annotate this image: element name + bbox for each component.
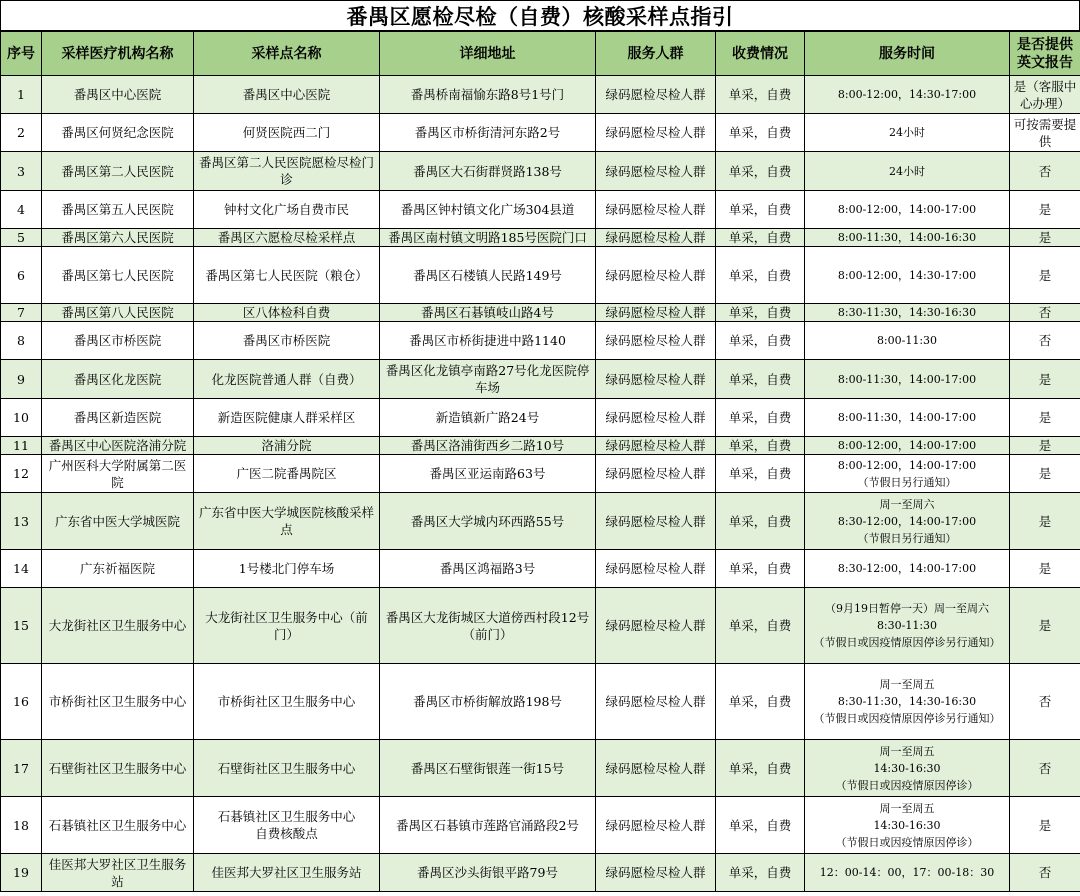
col-fee: 单采，自费 [716,455,805,493]
col-no: 14 [1,550,42,588]
col-crowd: 绿码愿检尽检人群 [596,399,716,437]
col-no: 13 [1,493,42,550]
col-address: 番禺区沙头街银平路79号 [380,854,596,892]
col-crowd: 绿码愿检尽检人群 [596,437,716,455]
col-site: 新造医院健康人群采样区 [194,399,380,437]
col-fee: 单采，自费 [716,304,805,322]
col-time: 8:00-12:00，14:00-17:00 [805,191,1010,229]
col-address: 番禺区洛浦街西乡二路10号 [380,437,596,455]
col-no: 8 [1,322,42,360]
col-english: 是 [1010,550,1080,588]
col-org: 番禺区新造医院 [42,399,194,437]
header-fee: 收费情况 [716,32,805,76]
table-row [1,664,1080,740]
col-fee: 单采，自费 [716,76,805,114]
col-address: 番禺区化龙镇亭南路27号化龙医院停车场 [380,360,596,399]
col-fee: 单采，自费 [716,493,805,550]
col-address: 番禺区大学城内环西路55号 [380,493,596,550]
col-no: 10 [1,399,42,437]
col-no: 11 [1,437,42,455]
col-time: 周一至周五 8:30-11:30，14:30-16:30 （节假日或因疫情原因停诊另行通知） [805,664,1010,740]
col-site: 番禺区第二人民医院愿检尽检门诊 [194,152,380,191]
col-english: 是 [1010,191,1080,229]
col-time: 周一至周六 8:30-12:00，14:00-17:00 （节假日另行通知） [805,493,1010,550]
table-row [1,152,1080,191]
col-crowd: 绿码愿检尽检人群 [596,493,716,550]
col-crowd: 绿码愿检尽检人群 [596,455,716,493]
col-fee: 单采，自费 [716,191,805,229]
col-org: 市桥街社区卫生服务中心 [42,664,194,740]
col-time: 8:00-11:30 [805,322,1010,360]
col-fee: 单采，自费 [716,797,805,854]
col-crowd: 绿码愿检尽检人群 [596,854,716,892]
col-fee: 单采，自费 [716,550,805,588]
col-org: 番禺区第六人民医院 [42,229,194,247]
table-row [1,114,1080,152]
col-fee: 单采，自费 [716,588,805,664]
col-address: 番禺区钟村镇文化广场304县道 [380,191,596,229]
col-english: 是 [1010,588,1080,664]
col-org: 番禺区中心医院 [42,76,194,114]
col-no: 6 [1,247,42,304]
col-crowd: 绿码愿检尽检人群 [596,797,716,854]
col-site: 广东省中医大学城医院核酸采样点 [194,493,380,550]
table-row [1,304,1080,322]
col-address: 番禺区石碁镇岐山路4号 [380,304,596,322]
col-no: 7 [1,304,42,322]
col-time: 8:00-12:00，14:30-17:00 [805,76,1010,114]
table-row [1,360,1080,399]
col-org: 番禺区第五人民医院 [42,191,194,229]
col-time: 8:30-11:30，14:30-16:30 [805,304,1010,322]
col-address: 番禺区石楼镇人民路149号 [380,247,596,304]
col-time: （9月19日暂停一天）周一至周六 8:30-11:30 （节假日或因疫情原因停诊另行通知） [805,588,1010,664]
col-crowd: 绿码愿检尽检人群 [596,588,716,664]
col-english: 否 [1010,664,1080,740]
col-english: 是 [1010,247,1080,304]
col-site: 化龙医院普通人群（自费） [194,360,380,399]
col-site: 石壁街社区卫生服务中心 [194,740,380,797]
col-time: 8:00-11:30，14:00-17:00 [805,360,1010,399]
col-english: 是 [1010,493,1080,550]
col-org: 番禺区市桥医院 [42,322,194,360]
sampling-sites-table [0,31,1080,892]
col-no: 19 [1,854,42,892]
table-row [1,399,1080,437]
col-english: 否 [1010,152,1080,191]
col-time: 8:00-12:00，14:30-17:00 [805,247,1010,304]
col-org: 番禺区第二人民医院 [42,152,194,191]
table-row [1,493,1080,550]
header-crowd: 服务人群 [596,32,716,76]
col-site: 广医二院番禺院区 [194,455,380,493]
col-fee: 单采，自费 [716,740,805,797]
col-org: 广州医科大学附属第二医院 [42,455,194,493]
table-row [1,437,1080,455]
table-row [1,740,1080,797]
col-address: 新造镇新广路24号 [380,399,596,437]
col-time: 8:00-12:00，14:00-17:00 [805,437,1010,455]
col-english: 是 [1010,437,1080,455]
col-no: 15 [1,588,42,664]
col-fee: 单采，自费 [716,854,805,892]
col-address: 番禺区市桥街捷进中路1140 [380,322,596,360]
col-english: 是 [1010,360,1080,399]
col-english: 是 [1010,455,1080,493]
header-time: 服务时间 [805,32,1010,76]
col-site: 何贤医院西二门 [194,114,380,152]
table-row [1,322,1080,360]
col-org: 番禺区化龙医院 [42,360,194,399]
col-english: 否 [1010,740,1080,797]
col-no: 2 [1,114,42,152]
col-time: 周一至周五 14:30-16:30 （节假日或因疫情原因停诊） [805,797,1010,854]
col-address: 番禺区石碁镇市莲路官涌路段2号 [380,797,596,854]
col-address: 番禺区市桥街清河东路2号 [380,114,596,152]
col-no: 4 [1,191,42,229]
col-crowd: 绿码愿检尽检人群 [596,550,716,588]
col-crowd: 绿码愿检尽检人群 [596,322,716,360]
col-time: 8:30-12:00，14:00-17:00 [805,550,1010,588]
col-crowd: 绿码愿检尽检人群 [596,229,716,247]
col-fee: 单采，自费 [716,114,805,152]
header-site: 采样点名称 [194,32,380,76]
table-row [1,191,1080,229]
col-crowd: 绿码愿检尽检人群 [596,740,716,797]
col-site: 洛浦分院 [194,437,380,455]
col-no: 16 [1,664,42,740]
col-address: 番禺区大龙街城区大道傍西村段12号（前门） [380,588,596,664]
col-no: 17 [1,740,42,797]
col-english: 否 [1010,322,1080,360]
col-english: 否 [1010,854,1080,892]
col-org: 番禺区第七人民医院 [42,247,194,304]
col-fee: 单采，自费 [716,360,805,399]
col-time: 12：00-14：00，17：00-18：30 [805,854,1010,892]
header-no: 序号 [1,32,42,76]
col-site: 番禺区第七人民医院（粮仓） [194,247,380,304]
col-site: 1号楼北门停车场 [194,550,380,588]
table-row [1,588,1080,664]
col-time: 8:00-11:30，14:00-16:30 [805,229,1010,247]
col-time: 8:00-12:00，14:00-17:00 （节假日另行通知） [805,455,1010,493]
table-body [1,76,1080,892]
col-site: 佳医邦大罗社区卫生服务站 [194,854,380,892]
col-no: 18 [1,797,42,854]
col-english: 是 [1010,797,1080,854]
table-row [1,854,1080,892]
col-no: 3 [1,152,42,191]
table-row [1,76,1080,114]
col-no: 1 [1,76,42,114]
col-english: 是（客服中心办理） [1010,76,1080,114]
col-time: 24小时 [805,152,1010,191]
col-site: 番禺区六愿检尽检采样点 [194,229,380,247]
table-row [1,229,1080,247]
col-org: 佳医邦大罗社区卫生服务站 [42,854,194,892]
col-fee: 单采，自费 [716,437,805,455]
col-org: 广东省中医大学城医院 [42,493,194,550]
col-site: 区八体检科自费 [194,304,380,322]
table-row [1,550,1080,588]
col-org: 番禺区中心医院洛浦分院 [42,437,194,455]
col-address: 番禺区南村镇文明路185号医院门口 [380,229,596,247]
col-english: 可按需要提供 [1010,114,1080,152]
col-org: 石壁街社区卫生服务中心 [42,740,194,797]
col-english: 否 [1010,304,1080,322]
col-org: 番禺区第八人民医院 [42,304,194,322]
col-crowd: 绿码愿检尽检人群 [596,191,716,229]
col-site: 市桥街社区卫生服务中心 [194,664,380,740]
table-row [1,247,1080,304]
col-crowd: 绿码愿检尽检人群 [596,76,716,114]
col-site: 番禺区市桥医院 [194,322,380,360]
table-header-row [1,32,1080,76]
col-fee: 单采，自费 [716,229,805,247]
col-org: 大龙街社区卫生服务中心 [42,588,194,664]
col-fee: 单采，自费 [716,152,805,191]
col-address: 番禺区市桥街解放路198号 [380,664,596,740]
col-fee: 单采，自费 [716,664,805,740]
col-address: 番禺区石壁街银莲一街15号 [380,740,596,797]
col-time: 8:00-11:30，14:00-17:00 [805,399,1010,437]
table-row [1,797,1080,854]
col-fee: 单采，自费 [716,247,805,304]
col-crowd: 绿码愿检尽检人群 [596,360,716,399]
col-english: 是 [1010,229,1080,247]
col-crowd: 绿码愿检尽检人群 [596,152,716,191]
col-crowd: 绿码愿检尽检人群 [596,114,716,152]
table-row [1,455,1080,493]
col-org: 广东祈福医院 [42,550,194,588]
col-no: 12 [1,455,42,493]
col-address: 番禺区大石街群贤路138号 [380,152,596,191]
col-time: 24小时 [805,114,1010,152]
col-crowd: 绿码愿检尽检人群 [596,664,716,740]
col-address: 番禺桥南福愉东路8号1号门 [380,76,596,114]
page-title: 番禺区愿检尽检（自费）核酸采样点指引 [0,0,1080,31]
header-org: 采样医疗机构名称 [42,32,194,76]
col-fee: 单采，自费 [716,322,805,360]
col-time: 周一至周五 14:30-16:30 （节假日或因疫情原因停诊） [805,740,1010,797]
col-crowd: 绿码愿检尽检人群 [596,304,716,322]
col-no: 9 [1,360,42,399]
header-address: 详细地址 [380,32,596,76]
col-site: 钟村文化广场自费市民 [194,191,380,229]
col-no: 5 [1,229,42,247]
col-crowd: 绿码愿检尽检人群 [596,247,716,304]
col-site: 大龙街社区卫生服务中心（前门） [194,588,380,664]
header-english: 是否提供英文报告 [1010,32,1080,76]
col-english: 是 [1010,399,1080,437]
col-fee: 单采，自费 [716,399,805,437]
col-org: 番禺区何贤纪念医院 [42,114,194,152]
col-site: 石碁镇社区卫生服务中心 自费核酸点 [194,797,380,854]
col-address: 番禺区亚运南路63号 [380,455,596,493]
col-org: 石碁镇社区卫生服务中心 [42,797,194,854]
col-site: 番禺区中心医院 [194,76,380,114]
col-address: 番禺区鸿福路3号 [380,550,596,588]
